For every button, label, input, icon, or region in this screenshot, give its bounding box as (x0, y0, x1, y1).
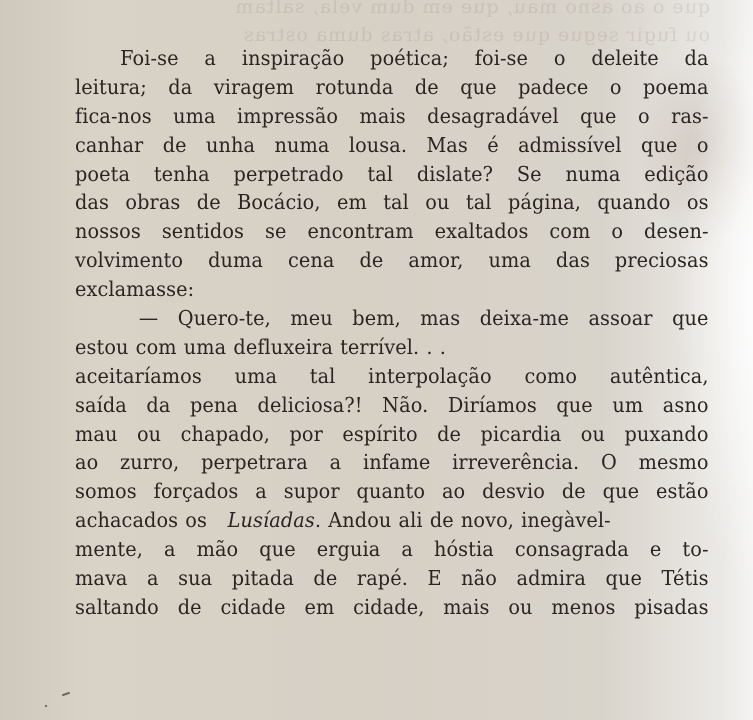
paragraph-line: volvimento duma cena de amor, uma das preciosas (75, 248, 709, 273)
paragraph-line: mava a sua pitada de rapé. E não admira que Tétis (75, 566, 709, 591)
paragraph-line: leitura; da viragem rotunda de que padece o poema (75, 74, 709, 99)
book-title-italic: Lusíadas (227, 508, 315, 533)
paragraph-line: mau ou chapado, por espírito de picardia ou puxando (75, 421, 709, 446)
text-fragment: achacados os (75, 508, 207, 533)
paragraph-line: ao zurro, perpetrara a infame irreverência. O mesmo (75, 450, 709, 475)
paragraph-line (75, 506, 709, 535)
paragraph-line: poeta tenha perpetrado tal dislate? Se numa edição (75, 161, 709, 186)
paragraph-line: mente, a mão que erguia a hóstia consagrada e to- (75, 537, 709, 562)
text-fragment: . Andou ali de novo, inegàvel- (314, 508, 611, 533)
ink-smudge (62, 692, 70, 697)
paragraph-line: aceitaríamos uma tal interpolação como autêntica, (75, 363, 709, 388)
paragraph-line: nossos sentidos se encontram exaltados com o desen- (75, 219, 709, 244)
paragraph-line: Foi-se a inspiração poética; foi-se o deleite da (120, 46, 709, 70)
paragraph-line: fica-nos uma impressão mais desagradável que o ras- (75, 103, 709, 128)
bleed-through-text: ou fugir segue que estão, atras duma ostras (242, 24, 710, 46)
paragraph-line: exclamasse: (75, 277, 195, 302)
dialogue-line: — Quero-te, meu bem, mas deixa-me assoar que (138, 306, 709, 331)
dialogue-line: estou com uma defluxeira terrível. . . (75, 334, 447, 359)
paragraph-line: das obras de Bocácio, em tal ou tal página, quando os (75, 190, 709, 215)
paragraph-line: canhar de unha numa lousa. Mas é admissível que o (75, 132, 709, 157)
paragraph-line: saltando de cidade em cidade, mais ou menos pisadas (75, 594, 709, 619)
bleed-through-text: que o ao asno mau, que em dum vela, saltam (234, 0, 710, 18)
ink-smudge (45, 705, 48, 708)
body-text (75, 44, 708, 622)
paragraph-line: saída da pena deliciosa?! Não. Diríamos que um asno (75, 392, 709, 417)
paragraph-line: somos forçados a supor quanto ao desvio de que estão (75, 479, 709, 504)
